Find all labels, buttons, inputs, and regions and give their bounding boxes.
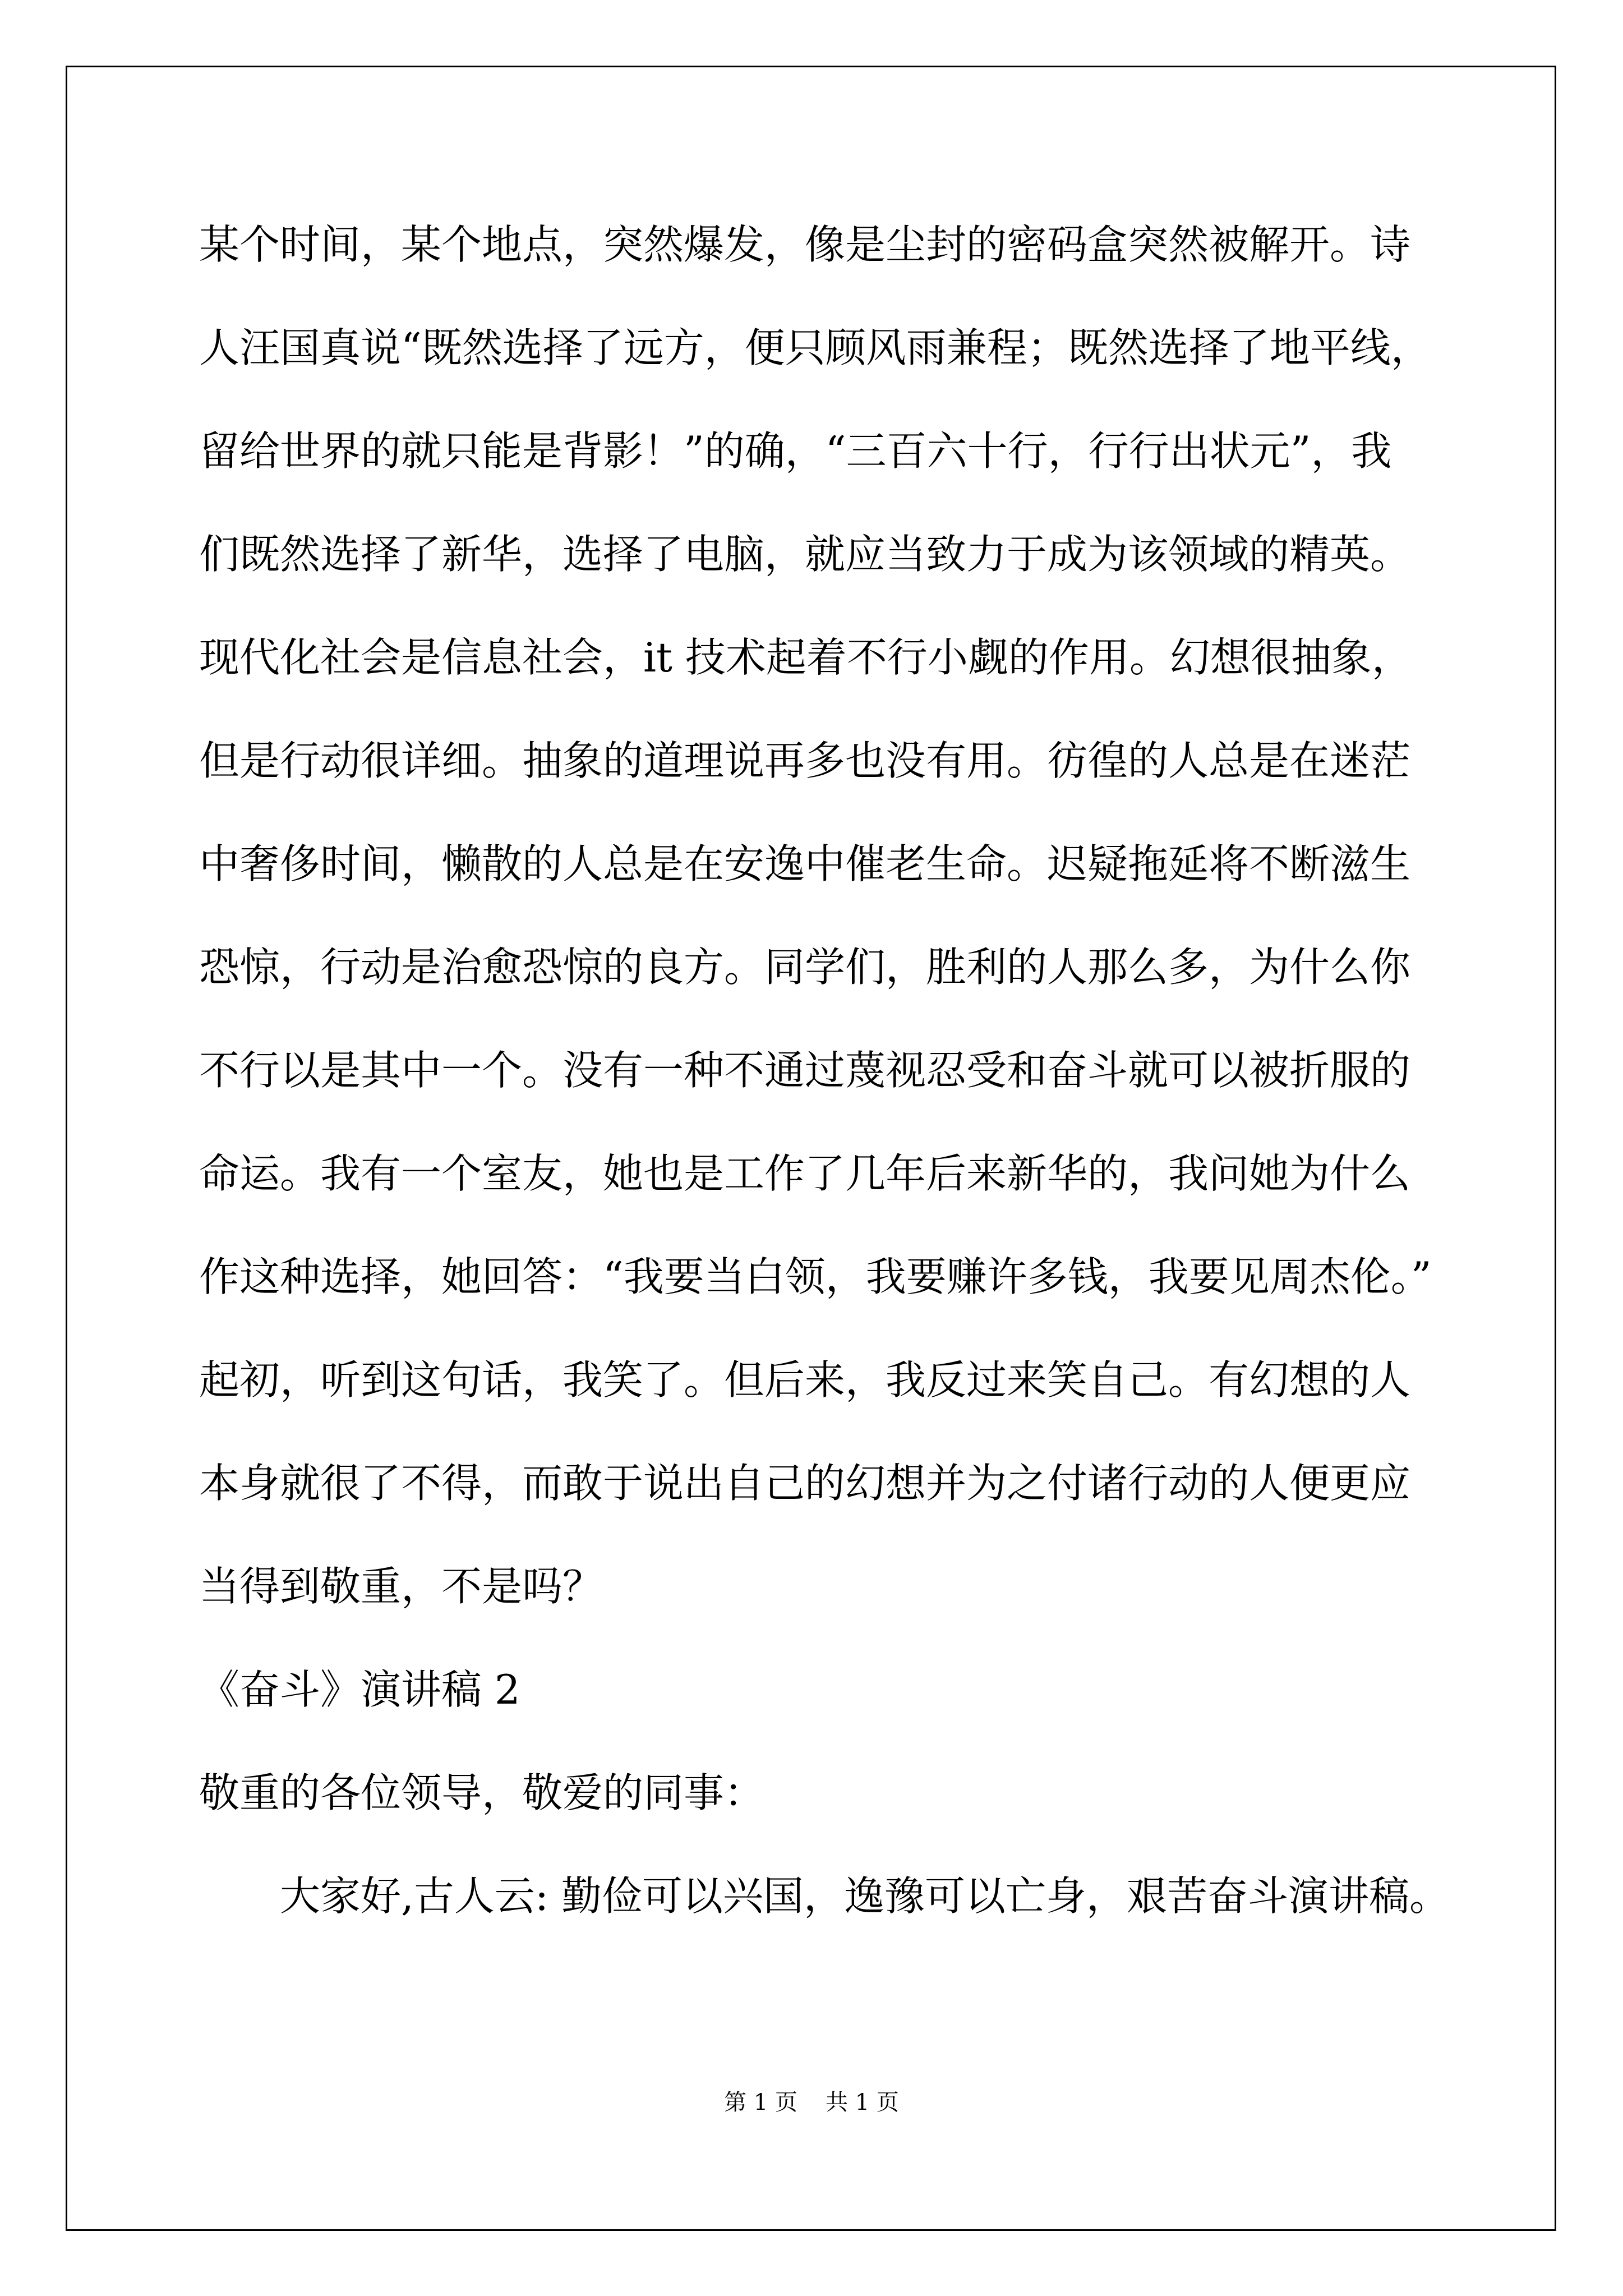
body-line: 起初，听到这句话，我笑了。但后来，我反过来笑自己。有幻想的人	[199, 1356, 1411, 1404]
body-line: 命运。我有一个室友，她也是工作了几年后来新华的，我问她为什么	[199, 1150, 1411, 1197]
body-line: 恐惊，行动是治愈恐惊的良方。同学们，胜利的人那么多，为什么你	[199, 944, 1411, 991]
body-line: 但是行动很详细。抽象的道理说再多也没有用。彷徨的人总是在迷茫	[199, 737, 1411, 784]
body-line: 人汪国真说“既然选择了远方，便只顾风雨兼程；既然选择了地平线，	[199, 324, 1431, 371]
body-line: 当得到敬重，不是吗？	[199, 1563, 603, 1610]
body-line: 留给世界的就只能是背影！”的确，“三百六十行，行行出状元”，我	[199, 427, 1392, 475]
page-footer	[0, 2086, 1623, 2119]
body-line: 不行以是其中一个。没有一种不通过蔑视忍受和奋斗就可以被折服的	[199, 1047, 1411, 1094]
body-line: 现代化社会是信息社会，it 技术起着不行小觑的作用。幻想很抽象，	[199, 634, 1412, 681]
page-number: 第 1 页	[724, 2090, 797, 2115]
body-line: 们既然选择了新华，选择了电脑，就应当致力于成为该领域的精英。	[199, 531, 1411, 578]
page-total: 共 1 页	[826, 2090, 899, 2115]
salutation: 敬重的各位领导，敬爱的同事：	[199, 1769, 765, 1816]
body-line: 中奢侈时间，懒散的人总是在安逸中催老生命。迟疑拖延将不断滋生	[199, 840, 1411, 887]
body-line: 某个时间，某个地点，突然爆发，像是尘封的密码盒突然被解开。诗	[199, 221, 1411, 268]
body-line: 作这种选择，她回答：“我要当白领，我要赚许多钱，我要见周杰伦。”	[199, 1253, 1432, 1300]
body-line: 本身就很了不得，而敢于说出自己的幻想并为之付诸行动的人便更应	[199, 1460, 1411, 1507]
section-title: 《奋斗》演讲稿 2	[199, 1666, 520, 1713]
opening-paragraph: 大家好,古人云: 勤俭可以兴国，逸豫可以亡身，艰苦奋斗演讲稿。	[280, 1872, 1450, 1920]
